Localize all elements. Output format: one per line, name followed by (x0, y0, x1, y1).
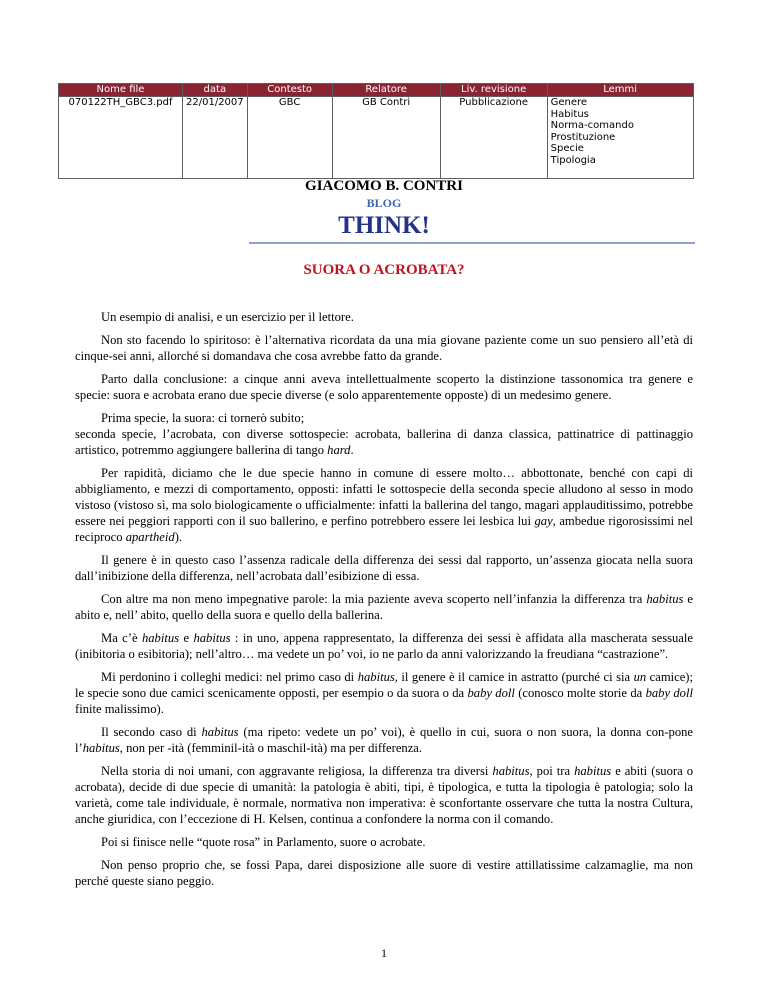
paragraph: Mi perdonino i colleghi medici: nel primo caso di habitus, il genere è il camice in astratto (purché ci sia un camice); le specie sono due camici scenicamente opposti, per esempio o da suora o da baby doll (conosco molte storie da baby doll finite malissimo). (75, 670, 693, 716)
author-name: GIACOMO B. CONTRI (305, 178, 463, 194)
date-cell: 22/01/2007 (183, 97, 248, 179)
document-metadata-table (58, 83, 694, 179)
file-name-cell: 070122TH_GBC3.pdf (59, 97, 183, 179)
header-lemmi: Lemmi (547, 84, 693, 97)
lemma-item: Genere (550, 97, 588, 108)
paragraph: Parto dalla conclusione: a cinque anni aveva intellettualmente scoperto la distinzione tassonomica tra genere e specie: suora e acrobata erano due specie diverse (e solo apparentemente opposte) di un medesimo genere. (75, 372, 693, 402)
paragraph: Per rapidità, diciamo che le due specie hanno in comune di essere molto… abbottonate, benché con capi di abbigliamento, e mezzi di comportamento, opposti: infatti le sottospecie della seconda specie alludono al sesso in modo vistoso (vistoso sì, ma solo biologicamente o ufficialmente: infatti la ballerina del tango, magari applauditissimo, potrebbe essere nei peggiori rapporti con il suo ballerino, e perfino potrebbero essere lei lesbica lui gay, ambedue rigorosissimi nel reciproco apartheid). (75, 466, 693, 544)
paragraph: Poi si finisce nelle “quote rosa” in Parlamento, suore o acrobate. (101, 835, 426, 849)
paragraph: Con altre ma non meno impegnative parole: la mia paziente aveva scoperto nell’infanzia la differenza tra habitus e abito e, nell’ abito, quello della suora e quello della ballerina. (75, 592, 693, 622)
lemma-item: Norma-comando (550, 120, 634, 131)
article-body (75, 309, 693, 896)
paragraph: Nella storia di noi umani, con aggravante religiosa, la differenza tra diversi habitus, poi tra habitus e abiti (suora o acrobata), decide di due specie di umanità: la patologia è abiti, tipi, è tipologica, e tutta la tipologia è patologia; solo la varietà, come tale individuale, è normale, normativa non imperativa: è sconfortante osservare che tutta la nostra Cultura, anche giuridica, con l’eccezione di H. Kelsen, continua a confondere la norma con il comando. (75, 764, 693, 826)
header-relatore: Relatore (332, 84, 440, 97)
lemmi-cell (547, 97, 693, 179)
lemma-item: Habitus (550, 108, 589, 120)
article-title: SUORA O ACROBATA? (303, 262, 465, 278)
speaker-cell: GB Contri (332, 97, 440, 179)
revision-cell: Pubblicazione (440, 97, 547, 179)
lemma-item: Prostituzione (550, 131, 616, 143)
lemma-item: Tipologia (550, 154, 596, 166)
paragraph: Un esempio di analisi, e un esercizio per il lettore. (101, 310, 354, 324)
header-divider (249, 242, 695, 244)
page-number: 1 (381, 946, 387, 960)
header-liv-revisione: Liv. revisione (440, 84, 547, 97)
paragraph: Il secondo caso di habitus (ma ripeto: vedete un po’ voi), è quello in cui, suora o non suora, la donna con-pone l’habitus, non per -ità (femminil-ità o maschil-ità) ma per differenza. (75, 725, 693, 755)
paragraph: Non sto facendo lo spiritoso: è l’alternativa ricordata da una mia giovane paziente come un suo pensiero all’età di cinque-sei anni, allorché si domandava che cosa avrebbe fatto da grande. (75, 333, 693, 363)
paragraph: Prima specie, la suora: ci tornerò subito; (101, 411, 305, 425)
header-data: data (183, 84, 248, 97)
metadata-header-row (59, 84, 694, 97)
header-contesto: Contesto (247, 84, 332, 97)
blog-title: THINK! (338, 212, 430, 239)
paragraph: seconda specie, l’acrobata, con diverse sottospecie: acrobata, ballerina di danza classica, pattinatrice di pattinaggio artistico, potremmo aggiungere ballerina di tango hard. (75, 427, 693, 457)
header-nome-file: Nome file (59, 84, 183, 97)
paragraph: Non penso proprio che, se fossi Papa, darei disposizione alle suore di vestire attillatissime calzamaglie, ma non perché queste siano peggio. (75, 858, 693, 888)
lemma-item: Specie (550, 143, 584, 154)
paragraph: Ma c’è habitus e habitus : in uno, appena rappresentato, la differenza dei sessi è affidata alla mascherata sessuale (inibitoria o esibitoria); nell’altro… ma vedete un po’ voi, io ne parlo da anni valorizzando la freudiana “castrazione”. (75, 631, 693, 661)
blog-label: BLOG (366, 196, 402, 210)
context-cell: GBC (247, 97, 332, 179)
metadata-row (59, 97, 694, 179)
paragraph: Il genere è in questo caso l’assenza radicale della differenza dei sessi dal rapporto, un’assenza giocata nella suora dall’inibizione della differenza, nell’acrobata dall’esibizione di essa. (75, 553, 693, 583)
